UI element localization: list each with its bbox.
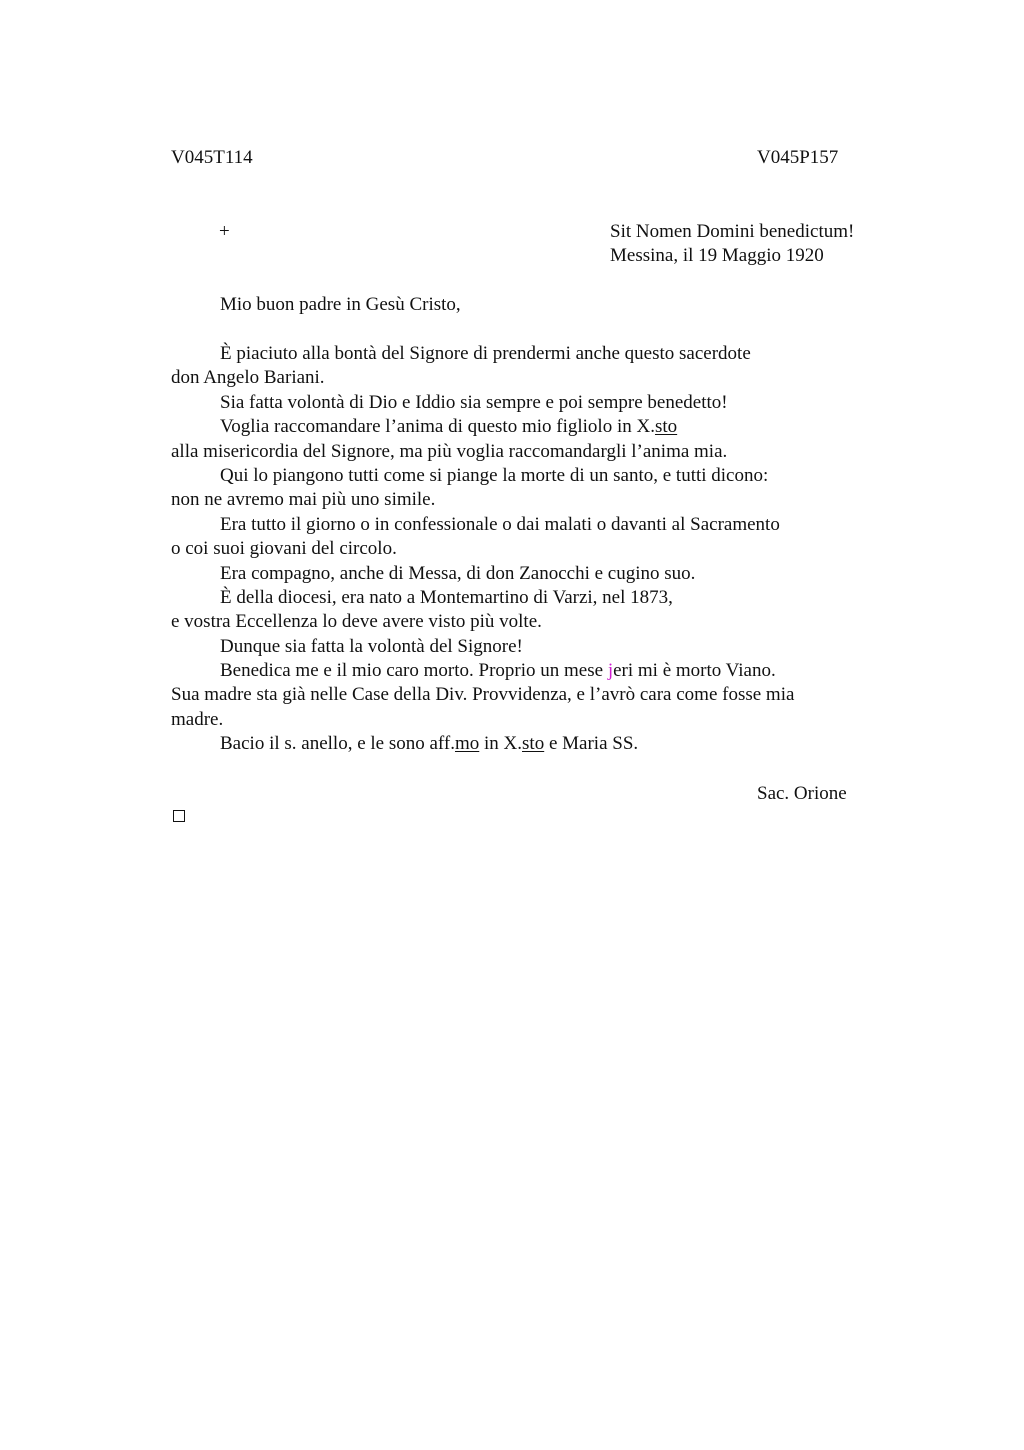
- letter-line: non ne avremo mai più uno simile.: [171, 489, 436, 511]
- letter-text: Bacio il s. anello, e le sono aff.: [220, 733, 455, 755]
- end-of-document-box-icon: [173, 810, 185, 822]
- place-date: Messina, il 19 Maggio 1920: [610, 245, 824, 266]
- document-code-left: V045T114: [171, 147, 253, 168]
- letter-text: Benedica me e il mio caro morto. Proprio un mese: [220, 660, 608, 682]
- signature: Sac. Orione: [757, 783, 847, 804]
- letter-line: Sua madre sta già nelle Case della Div. Provvidenza, e l’avrò cara come fosse mia: [171, 684, 795, 706]
- letter-line: o coi suoi giovani del circolo.: [171, 538, 397, 560]
- letter-line: don Angelo Bariani.: [171, 367, 325, 389]
- letter-line: Qui lo piangono tutti come si piange la morte di un santo, e tutti dicono:: [220, 464, 769, 486]
- letter-text: Voglia raccomandare l’anima di questo mio figliolo in X.: [220, 416, 655, 438]
- letter-text: eri mi è morto Viano.: [613, 660, 776, 682]
- letter-text: in X.: [479, 733, 523, 755]
- highlighted-letter: j: [607, 660, 614, 682]
- abbreviation-underlined: mo: [454, 733, 480, 755]
- letter-line: Era tutto il giorno o in confessionale o dai malati o davanti al Sacramento: [220, 513, 780, 535]
- letter-body: [171, 342, 871, 757]
- letter-line: [171, 415, 871, 439]
- letter-line: Era compagno, anche di Messa, di don Zanocchi e cugino suo.: [220, 562, 696, 584]
- letter-line: È della diocesi, era nato a Montemartino di Varzi, nel 1873,: [220, 586, 673, 608]
- letter-line: È piaciuto alla bontà del Signore di prendermi anche questo sacerdote: [220, 343, 751, 364]
- letter-line: alla misericordia del Signore, ma più voglia raccomandargli l’anima mia.: [171, 440, 728, 462]
- letter-line: Dunque sia fatta la volontà del Signore!: [220, 635, 523, 657]
- letter-text: e Maria SS.: [544, 733, 639, 755]
- letter-line: Sia fatta volontà di Dio e Iddio sia sempre e poi sempre benedetto!: [220, 391, 728, 413]
- motto: Sit Nomen Domini benedictum!: [610, 221, 855, 242]
- document-code-right: V045P157: [757, 147, 839, 168]
- salutation: Mio buon padre in Gesù Cristo,: [220, 294, 461, 315]
- letter-line: madre.: [171, 708, 224, 730]
- letter-line: [171, 659, 871, 683]
- letter-line: e vostra Eccellenza lo deve avere visto più volte.: [171, 611, 542, 633]
- abbreviation-underlined: sto: [522, 733, 545, 755]
- abbreviation-underlined: sto: [654, 416, 678, 438]
- letter-line: [171, 732, 871, 756]
- cross-mark: +: [219, 221, 230, 242]
